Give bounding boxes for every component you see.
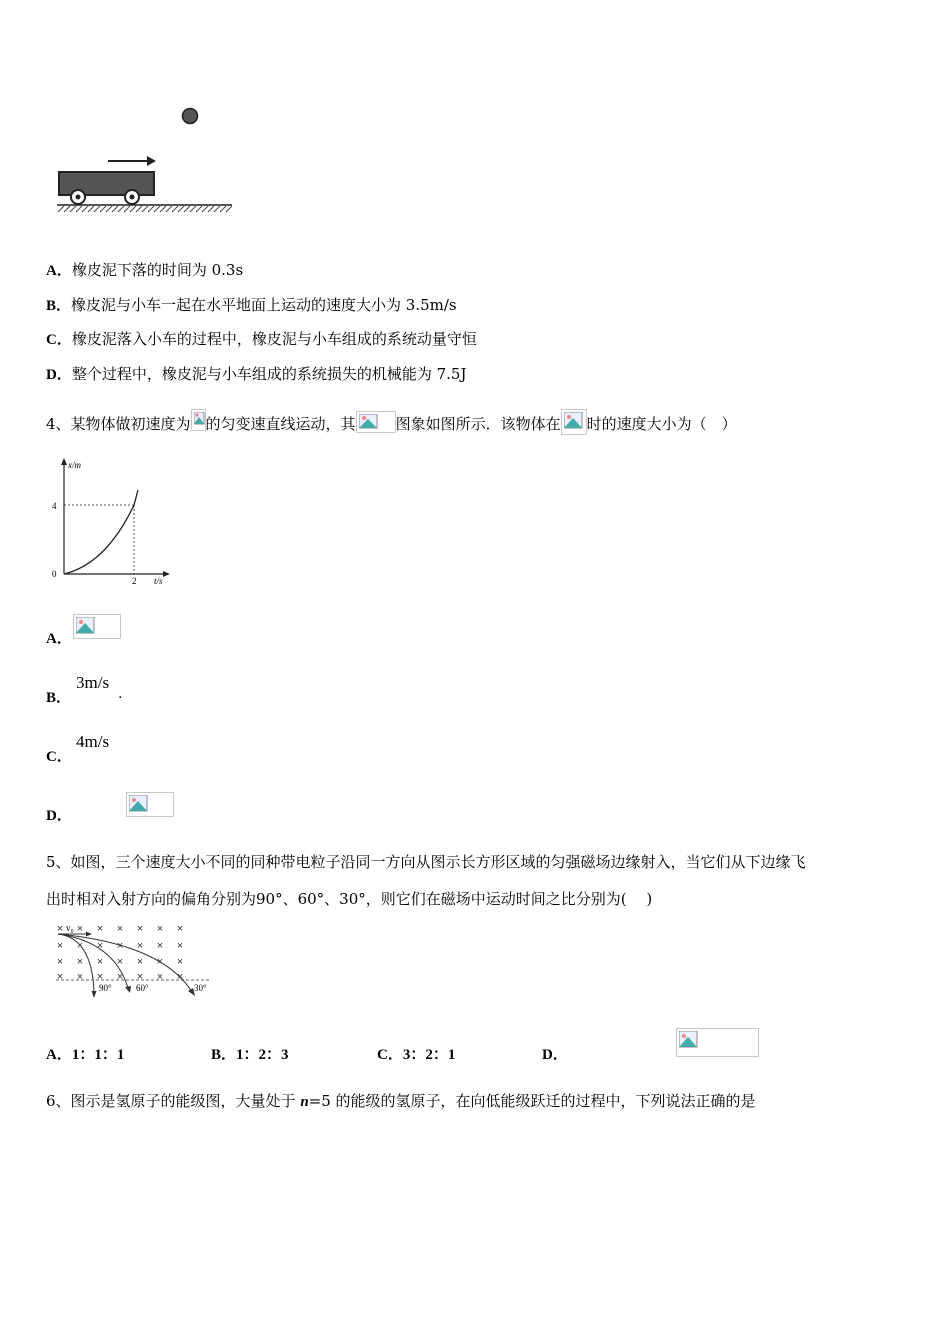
broken-image-icon [191, 409, 206, 431]
svg-text:×: × [56, 971, 64, 983]
svg-text:×: × [176, 940, 184, 952]
q3-option-d-text: 整个过程中，橡皮泥与小车组成的系统损失的机械能为 7.5J [71, 365, 467, 383]
q5-option-a[interactable]: A．1：1：1 [46, 1047, 125, 1063]
cart-ball-figure [52, 100, 242, 220]
q3-option-d[interactable]: D．整个过程中，橡皮泥与小车组成的系统损失的机械能为 7.5J [46, 365, 467, 383]
q5-option-b[interactable]: B．1：2：3 [211, 1047, 289, 1063]
svg-text:×: × [56, 940, 64, 952]
svg-text:×: × [156, 956, 164, 968]
q3-option-a[interactable]: A．橡皮泥下落的时间为 0.3s [46, 261, 244, 279]
q5-option-a-text: 1：1：1 [71, 1047, 125, 1063]
origin-label: 0 [52, 569, 57, 579]
q4-stem: 4、某物体做初速度为 的匀变速直线运动，其 图象如图所示．该物体在 时的速度大小为（ ） [46, 409, 737, 435]
broken-image-icon [356, 411, 396, 433]
svg-text:×: × [96, 956, 104, 968]
q3-option-b-text: 橡皮泥与小车一起在水平地面上运动的速度大小为 3.5m/s [71, 296, 457, 314]
field-crosses [57, 923, 183, 983]
svg-text:×: × [56, 923, 64, 935]
q3-option-b[interactable]: B．橡皮泥与小车一起在水平地面上运动的速度大小为 3.5m/s [46, 296, 457, 314]
q5-option-d[interactable]: D． [542, 1047, 568, 1063]
svg-text:×: × [76, 923, 84, 935]
ball [183, 109, 198, 124]
q3-option-a-text: 橡皮泥下落的时间为 0.3s [71, 261, 244, 279]
q4-option-b[interactable]: B． [46, 690, 72, 706]
q4-option-d[interactable]: D． [46, 808, 72, 824]
svg-text:×: × [136, 956, 144, 968]
svg-text:×: × [136, 923, 144, 935]
svg-text:×: × [156, 940, 164, 952]
svg-text:×: × [176, 971, 184, 983]
svg-text:×: × [136, 940, 144, 952]
angle-label-60: 60° [136, 983, 149, 993]
svg-text:×: × [96, 971, 104, 983]
x-tick-label: 2 [132, 576, 137, 586]
svg-text:×: × [116, 923, 124, 935]
svg-text:×: × [176, 956, 184, 968]
angle-label-90: 90° [99, 983, 112, 993]
q3-option-c[interactable]: C．橡皮泥落入小车的过程中，橡皮泥与小车组成的系统动量守恒 [46, 330, 477, 348]
y-axis-label: x/m [68, 460, 81, 470]
q4-option-c[interactable]: C． [46, 749, 72, 765]
broken-image-icon [73, 614, 121, 639]
svg-text:×: × [116, 971, 124, 983]
q6-stem: 6、图示是氢原子的能级图，大量处于 n=5 的能级的氢原子，在向低能级跃迁的过程中，下列说法正确的是 [46, 1092, 756, 1110]
q5-option-c-text: 3：2：1 [402, 1047, 456, 1063]
svg-text:×: × [136, 971, 144, 983]
q5-option-b-text: 1：2：3 [236, 1047, 289, 1063]
x-t-curve [64, 490, 138, 574]
q4-option-c-value: 4m/s [76, 732, 110, 751]
broken-image-icon [561, 409, 587, 435]
q5-stem-line2: 出时相对入射方向的偏角分别为90°、60°、30°，则它们在磁场中运动时间之比分别为( ) [46, 890, 653, 908]
q5-stem-line1: 5、如图，三个速度大小不同的同种带电粒子沿同一方向从图示长方形区域的匀强磁场边缘射入，当它们从下边缘飞 [46, 853, 806, 871]
svg-text:×: × [176, 923, 184, 935]
magnetic-field-figure [52, 920, 217, 1010]
angle-label-30: 30° [194, 983, 207, 993]
q6-n-variable: n [300, 1094, 309, 1110]
q5-option-c[interactable]: C．3：2：1 [377, 1047, 456, 1063]
svg-text:×: × [96, 923, 104, 935]
svg-text:×: × [116, 940, 124, 952]
q4-option-b-value: 3m/s [76, 673, 110, 692]
v0-label: v₀ [66, 923, 74, 933]
q4-option-a[interactable]: A． [46, 631, 72, 647]
q3-option-c-text: 橡皮泥落入小车的过程中，橡皮泥与小车组成的系统动量守恒 [71, 330, 477, 348]
svg-text:×: × [96, 940, 104, 952]
svg-text:×: × [56, 956, 64, 968]
y-tick-label: 4 [52, 501, 57, 511]
svg-text:×: × [76, 956, 84, 968]
svg-text:×: × [156, 971, 164, 983]
x-t-graph [44, 456, 174, 588]
svg-text:×: × [76, 940, 84, 952]
broken-image-icon [126, 792, 174, 817]
svg-text:×: × [76, 971, 84, 983]
svg-text:×: × [116, 956, 124, 968]
x-axis-label: t/s [154, 576, 163, 586]
broken-image-icon [676, 1028, 759, 1057]
svg-text:×: × [156, 923, 164, 935]
q4-option-b-suffix: . [118, 686, 123, 702]
